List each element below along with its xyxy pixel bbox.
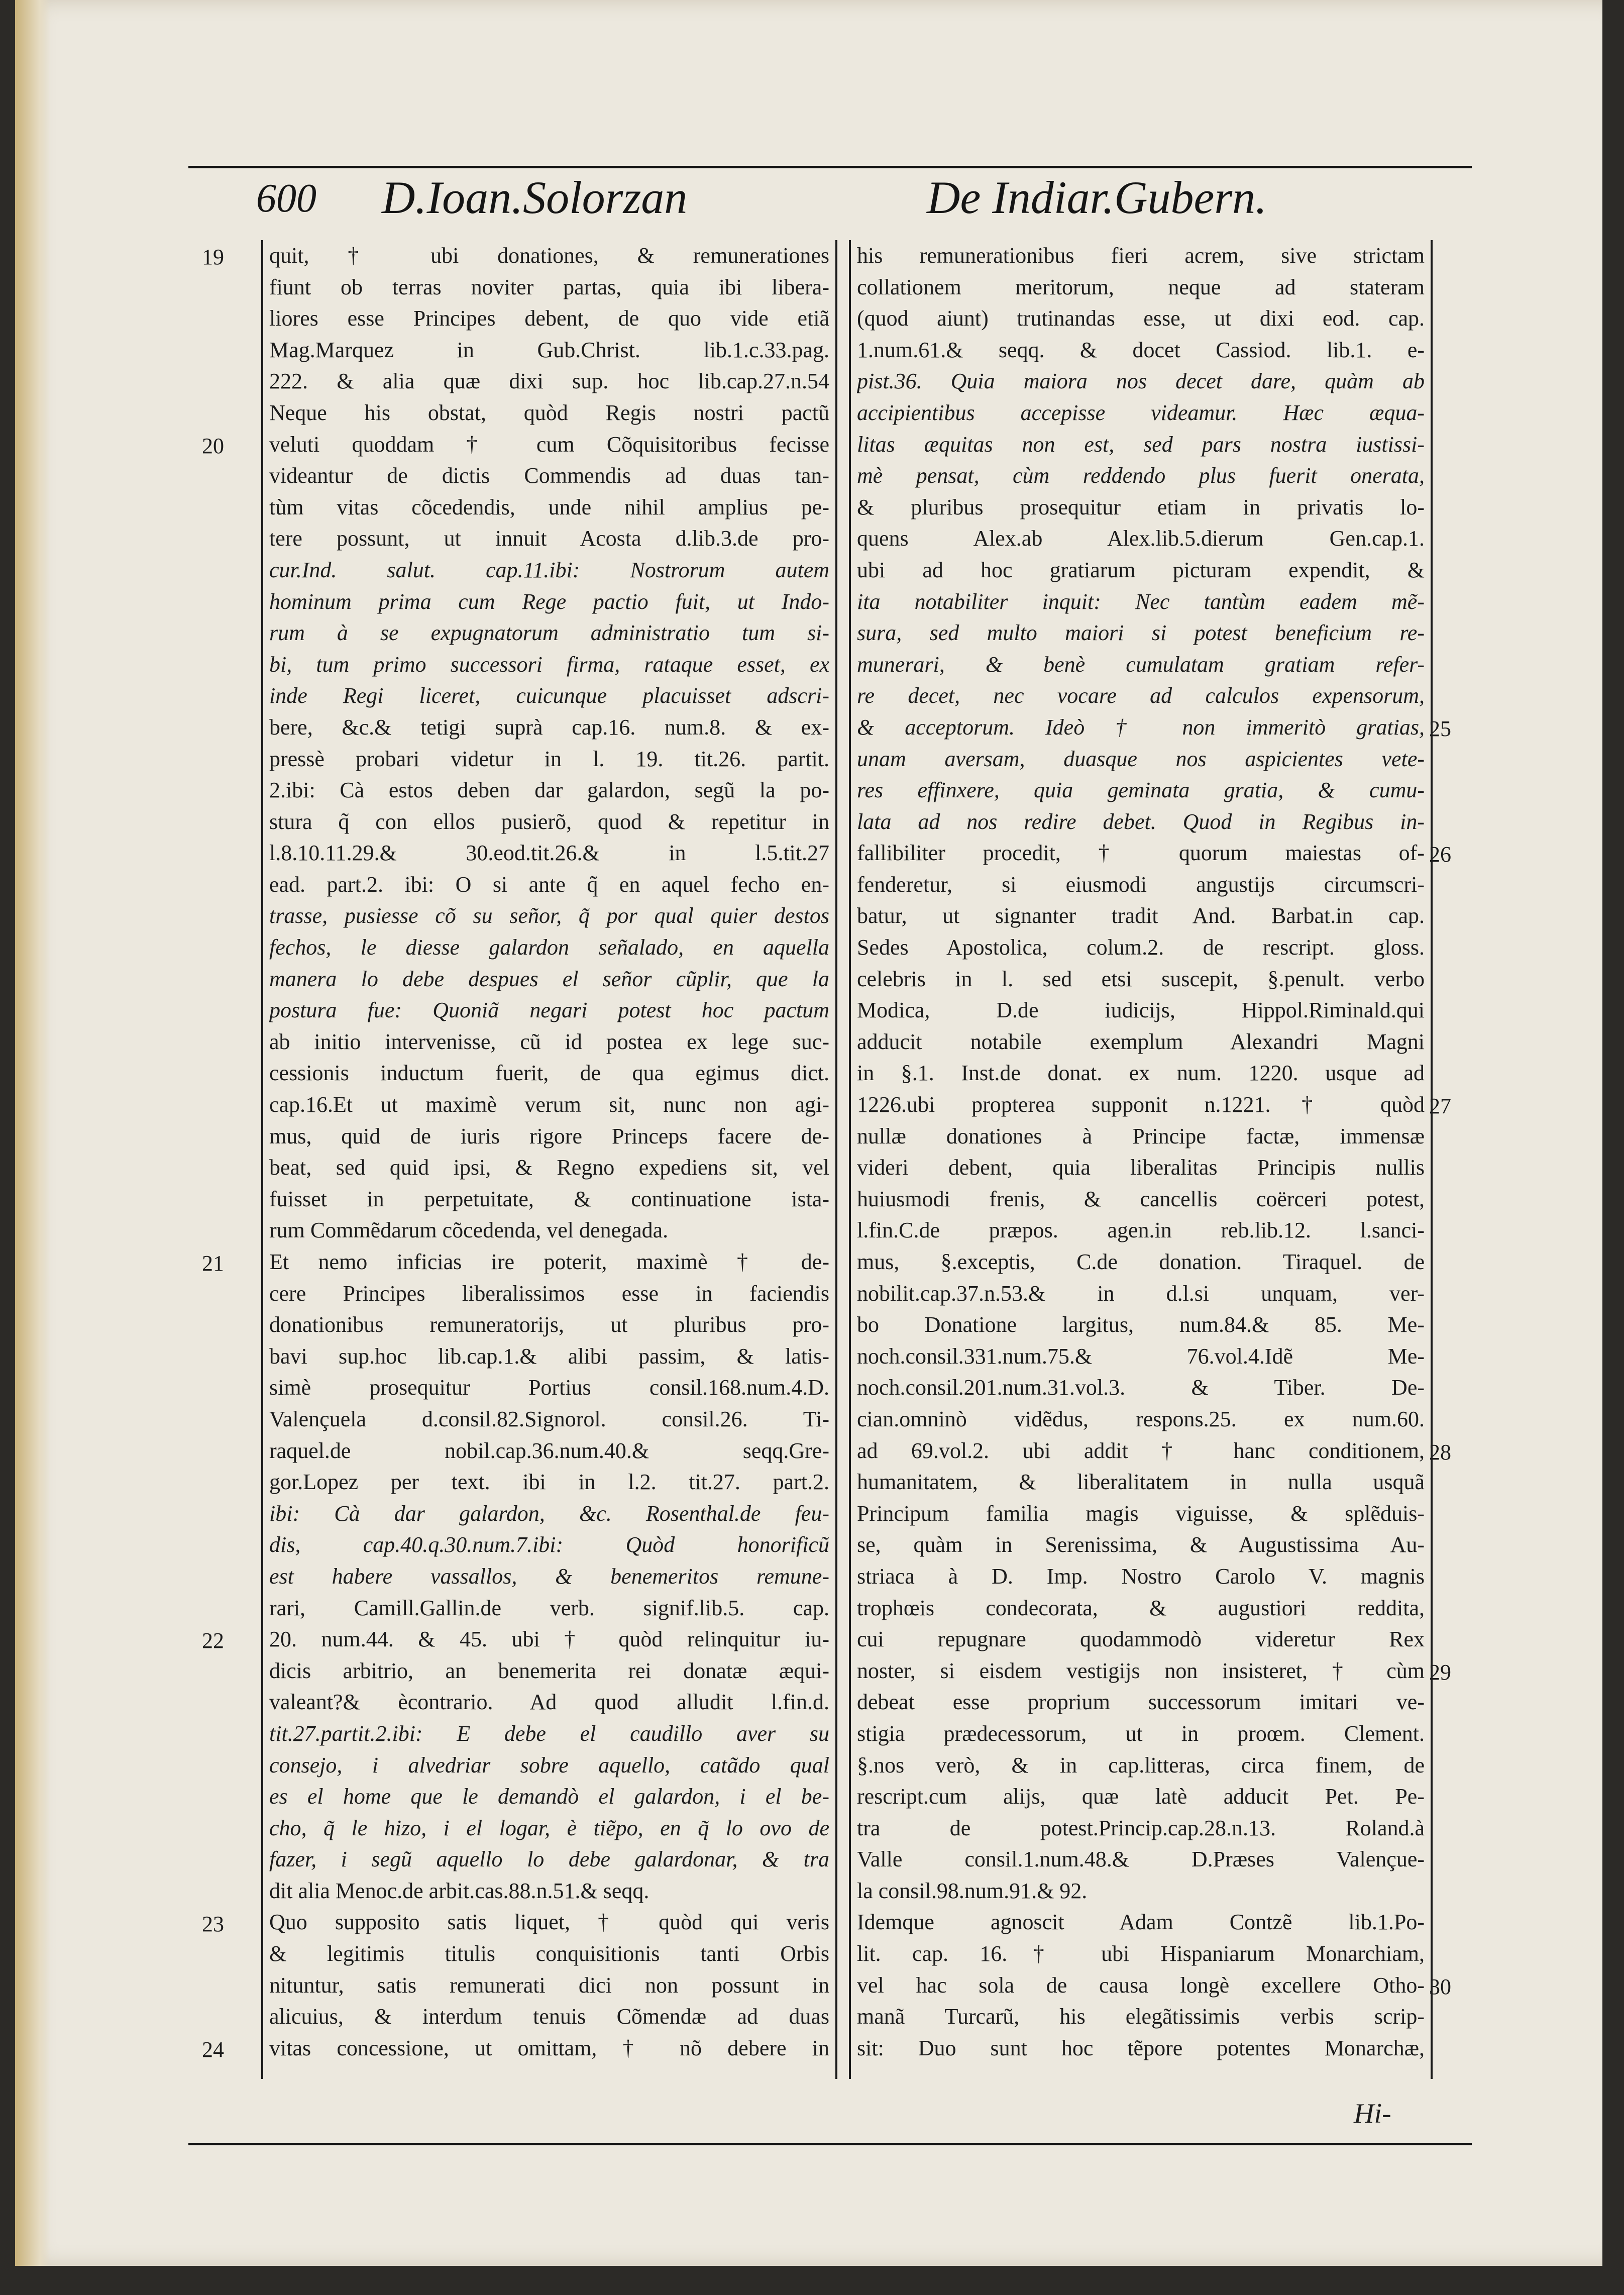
margin-note-number: 30	[1429, 1974, 1451, 1999]
margin-note-number: 24	[202, 2037, 224, 2062]
text-line: raquel.de nobil.cap.36.num.40.& seqq.Gre-	[269, 1438, 829, 1463]
text-line: noch.consil.331.num.75.& 76.vol.4.Idẽ Me-	[857, 1343, 1425, 1369]
text-line: bi, tum primo successori firma, rataque esset, ex	[269, 652, 829, 677]
text-line: nullæ donationes à Principe factæ, immensæ	[857, 1123, 1425, 1149]
text-line: noster, si eisdem vestigijs non insisteret, † cùm	[857, 1658, 1425, 1683]
margin-note-number: 23	[202, 1911, 224, 1936]
text-line: debeat esse proprium successorum imitari ve-	[857, 1690, 1425, 1715]
text-line: re decet, nec vocare ad calculos expensorum,	[857, 683, 1425, 708]
text-line: Principum familia magis viguisse, & splẽduis-	[857, 1501, 1425, 1526]
text-line: Quo supposito satis liquet, † quòd qui veris	[269, 1910, 829, 1935]
text-line: tùm vitas cõcedendis, unde nihil amplius pe-	[269, 494, 829, 519]
text-line: lit. cap. 16.† ubi Hispaniarum Monarchiam,	[857, 1941, 1425, 1966]
text-line: tit.27.partit.2.ibi: E debe el caudillo aver su	[269, 1721, 829, 1746]
catchword: Hi-	[1354, 2098, 1391, 2129]
text-line: cessionis inductum fuerit, de qua egimus dict.	[269, 1061, 829, 1086]
text-line: manã Turcarũ, his elegãtissimis verbis scrip-	[857, 2004, 1425, 2029]
text-line: stura q̃ con ellos pusierõ, quod & repetitur in	[269, 809, 829, 834]
running-title-left: D.Ioan.Solorzan	[382, 172, 688, 223]
text-line: Et nemo inficias ire poterit, maximè † de-	[269, 1249, 829, 1274]
text-line: dicis arbitrio, an benemerita rei donatæ æqui-	[269, 1658, 829, 1683]
text-line: & legitimis titulis conquisitionis tanti Orbis	[269, 1941, 829, 1966]
text-line: §.nos verò, & in cap.litteras, circa finem, de	[857, 1752, 1425, 1778]
text-line: cho, q̃ le hizo, i el logar, è tiẽpo, en q̃ lo ovo de	[269, 1815, 829, 1840]
text-line: la consil.98.num.91.& 92.	[857, 1878, 1088, 1903]
text-line: striaca à D. Imp. Nostro Carolo V. magnis	[857, 1563, 1425, 1589]
margin-note-number: 27	[1429, 1094, 1451, 1119]
text-line: humanitatem, & liberalitatem in nulla usquã	[857, 1470, 1425, 1495]
page-number: 600	[256, 176, 316, 221]
text-line: liores esse Principes debent, de quo vide etiã	[269, 306, 829, 331]
text-line: quens Alex.ab Alex.lib.5.dierum Gen.cap.1.	[857, 526, 1425, 551]
text-line: accipientibus accepisse videamur. Hæc æqua-	[857, 400, 1425, 425]
text-line: fazer, i segũ aquello lo debe galardonar, & tra	[269, 1847, 829, 1872]
text-line: consejo, i alvedriar sobre aquello, catãdo qual	[269, 1752, 829, 1778]
text-line: nobilit.cap.37.n.53.& in d.l.si unquam, ver-	[857, 1281, 1425, 1306]
text-line: veluti quoddam † cum Cõquisitoribus fecisse	[269, 432, 829, 457]
margin-note-number: 26	[1429, 842, 1451, 867]
text-line: mè pensat, cùm reddendo plus fuerit onerata,	[857, 463, 1425, 488]
text-line: cere Principes liberalissimos esse in faciendis	[269, 1281, 829, 1306]
text-line: ab initio intervenisse, cũ id postea ex lege suc-	[269, 1029, 829, 1054]
text-line: Modica, D.de iudicijs, Hippol.Riminald.qui	[857, 998, 1425, 1023]
text-line: postura fue: Quoniã negari potest hoc pactum	[269, 998, 829, 1023]
margin-note-number: 28	[1429, 1439, 1451, 1465]
text-line: Idemque agnoscit Adam Contzẽ lib.1.Po-	[857, 1910, 1425, 1935]
text-line: pressè probari videtur in l. 19. tit.26. partit.	[269, 746, 829, 771]
text-line: cap.16.Et ut maximè verum sit, nunc non agi-	[269, 1092, 829, 1117]
text-line: 2.ibi: Cà estos deben dar galardon, segũ la po-	[269, 778, 829, 803]
margin-note-number: 25	[1429, 716, 1451, 741]
text-line: cui repugnare quodammodò videretur Rex	[857, 1627, 1425, 1652]
text-line: cur.Ind. salut. cap.11.ibi: Nostrorum autem	[269, 557, 829, 582]
text-line: batur, ut signanter tradit And. Barbat.in cap.	[857, 903, 1425, 928]
margin-note-number: 20	[202, 433, 224, 458]
text-line: adducit notabile exemplum Alexandri Magni	[857, 1029, 1425, 1054]
text-line: inde Regi liceret, cuicunque placuisset adscri-	[269, 683, 829, 708]
left-text-column	[261, 240, 837, 2079]
text-line: Valençuela d.consil.82.Signorol. consil.26. Ti-	[269, 1406, 829, 1431]
text-line: bavi sup.hoc lib.cap.1.& alibi passim, & latis-	[269, 1343, 829, 1369]
text-line: es el home que le demandò el galardon, i el be-	[269, 1784, 829, 1809]
text-line: l.8.10.11.29.& 30.eod.tit.26.& in l.5.tit.27	[269, 841, 829, 866]
text-line: bo Donatione largitus, num.84.& 85. Me-	[857, 1312, 1425, 1337]
text-line: Valle consil.1.num.48.& D.Præses Valençue-	[857, 1847, 1425, 1872]
text-line: celebris in l. sed etsi suscepit, §.penult. verbo	[857, 966, 1425, 991]
text-line: res effinxere, quia geminata gratia, & cumu-	[857, 778, 1425, 803]
text-line: manera lo debe despues el señor cũplir, que la	[269, 966, 829, 991]
text-line: quit, † ubi donationes, & remunerationes	[269, 243, 829, 268]
text-line: dis, cap.40.q.30.num.7.ibi: Quòd honorificũ	[269, 1532, 829, 1557]
text-line: est habere vassallos, & benemeritos remune-	[269, 1563, 829, 1589]
text-line: fenderetur, si eiusmodi angustijs circumscri-	[857, 872, 1425, 897]
text-line: ibi: Cà dar galardon, &c. Rosenthal.de feu-	[269, 1501, 829, 1526]
text-line: 222. & alia quæ dixi sup. hoc lib.cap.27.n.54	[269, 369, 829, 394]
text-line: Neque his obstat, quòd Regis nostri pactũ	[269, 400, 829, 425]
text-line: videri debent, quia liberalitas Principis nullis	[857, 1155, 1425, 1180]
right-text-column	[849, 240, 1433, 2079]
text-line: vitas concessione, ut omittam, † nõ debere in	[269, 2035, 829, 2060]
text-line: l.fin.C.de præpos. agen.in reb.lib.12. l.sanci-	[857, 1218, 1425, 1243]
text-line: rum à se expugnatorum administratio tum si-	[269, 620, 829, 646]
text-line: trasse, pusiesse cõ su señor, q̃ por qual quier destos	[269, 903, 829, 928]
text-line: noch.consil.201.num.31.vol.3. & Tiber. De-	[857, 1375, 1425, 1400]
text-line: stigia prædecessorum, ut in proœm. Clement.	[857, 1721, 1425, 1746]
text-line: rari, Camill.Gallin.de verb. signif.lib.5. cap.	[269, 1595, 829, 1620]
text-line: valeant?& ècontrario. Ad quod alludit l.fin.d.	[269, 1690, 829, 1715]
text-line: collationem meritorum, neque ad stateram	[857, 274, 1425, 299]
text-line: Mag.Marquez in Gub.Christ. lib.1.c.33.pag.	[269, 337, 829, 362]
text-line: his remunerationibus fieri acrem, sive strictam	[857, 243, 1425, 268]
text-line: gor.Lopez per text. ibi in l.2. tit.27. part.2.	[269, 1470, 829, 1495]
text-line: fallibiliter procedit, † quorum maiestas of-	[857, 841, 1425, 866]
margin-note-number: 29	[1429, 1660, 1451, 1685]
text-line: munerari, & benè cumulatam gratiam refer-	[857, 652, 1425, 677]
text-line: simè prosequitur Portius consil.168.num.4.D.	[269, 1375, 829, 1400]
text-line: rum Commẽdarum cõcedenda, vel denegada.	[269, 1218, 669, 1243]
text-line: ita notabiliter inquit: Nec tantùm eadem mẽ-	[857, 589, 1425, 614]
text-line: vel hac sola de causa longè excellere Otho-	[857, 1972, 1425, 1998]
text-line: tere possunt, ut innuit Acosta d.lib.3.de pro-	[269, 526, 829, 551]
text-line: dit alia Menoc.de arbit.cas.88.n.51.& seqq.	[269, 1878, 649, 1903]
text-line: alicuius, & interdum tenuis Cõmendæ ad duas	[269, 2004, 829, 2029]
text-line: litas æquitas non est, sed pars nostra iustissi-	[857, 432, 1425, 457]
text-line: trophœis condecorata, & augustiori reddita,	[857, 1595, 1425, 1620]
text-line: sit: Duo sunt hoc tẽpore potentes Monarchæ,	[857, 2035, 1425, 2060]
text-line: mus, §.exceptis, C.de donation. Tiraquel. de	[857, 1249, 1425, 1274]
text-line: hominum prima cum Rege pactio fuit, ut Indo-	[269, 589, 829, 614]
text-line: 1.num.61.& seqq. & docet Cassiod. lib.1. e-	[857, 337, 1425, 362]
text-line: 1226.ubi propterea supponit n.1221.† quòd	[857, 1092, 1425, 1117]
text-line: tra de potest.Princip.cap.28.n.13. Roland.à	[857, 1815, 1425, 1840]
text-line: ubi ad hoc gratiarum picturam expendit, &	[857, 557, 1425, 582]
text-line: bere, &c.& tetigi suprà cap.16. num.8. & ex-	[269, 714, 829, 740]
text-line: videantur de dictis Commendis ad duas tan-	[269, 463, 829, 488]
text-line: ead. part.2. ibi: O si ante q̃ en aquel fecho en-	[269, 872, 829, 897]
margin-note-number: 21	[202, 1251, 224, 1276]
margin-note-number: 19	[202, 245, 224, 269]
text-line: fiunt ob terras noviter partas, quia ibi libera-	[269, 274, 829, 299]
text-line: nituntur, satis remunerati dici non possunt in	[269, 1972, 829, 1998]
text-line: & pluribus prosequitur etiam in privatis lo-	[857, 494, 1425, 519]
running-title-right: De Indiar.Gubern.	[927, 172, 1267, 223]
page-header	[213, 171, 1464, 231]
text-line: beat, sed quid ipsi, & Regno expediens sit, vel	[269, 1155, 829, 1180]
text-line: 20. num.44. & 45. ubi † quòd relinquitur iu-	[269, 1627, 829, 1652]
book-page	[15, 0, 1602, 2266]
text-line: sura, sed multo maiori si potest beneficium re-	[857, 620, 1425, 646]
text-line: lata ad nos redire debet. Quod in Regibus in-	[857, 809, 1425, 834]
text-line: Sedes Apostolica, colum.2. de rescript. gloss.	[857, 935, 1425, 960]
text-line: donationibus remuneratorijs, ut pluribus pro-	[269, 1312, 829, 1337]
text-line: huiusmodi frenis, & cancellis coërceri potest,	[857, 1186, 1425, 1211]
text-line: in §.1. Inst.de donat. ex num. 1220. usque ad	[857, 1061, 1425, 1086]
text-line: ad 69.vol.2. ubi addit † hanc conditionem,	[857, 1438, 1425, 1463]
margin-note-number: 22	[202, 1628, 224, 1653]
text-line: mus, quid de iuris rigore Princeps facere de-	[269, 1123, 829, 1149]
text-line: pist.36. Quia maiora nos decet dare, quàm ab	[857, 369, 1425, 394]
text-line: fuisset in perpetuitate, & continuatione ista-	[269, 1186, 829, 1211]
text-line: fechos, le diesse galardon señalado, en aquella	[269, 935, 829, 960]
text-line: (quod aiunt) trutinandas esse, ut dixi eod. cap.	[857, 306, 1425, 331]
text-line: unam aversam, duasque nos aspicientes vete-	[857, 746, 1425, 771]
text-line: se, quàm in Serenissima, & Augustissima Au-	[857, 1532, 1425, 1557]
text-line: cian.omninò vidẽdus, respons.25. ex num.60.	[857, 1406, 1425, 1431]
text-line: rescript.cum alijs, quæ latè adducit Pet. Pe-	[857, 1784, 1425, 1809]
text-line: & acceptorum. Ideò † non immeritò gratias,	[857, 714, 1425, 740]
